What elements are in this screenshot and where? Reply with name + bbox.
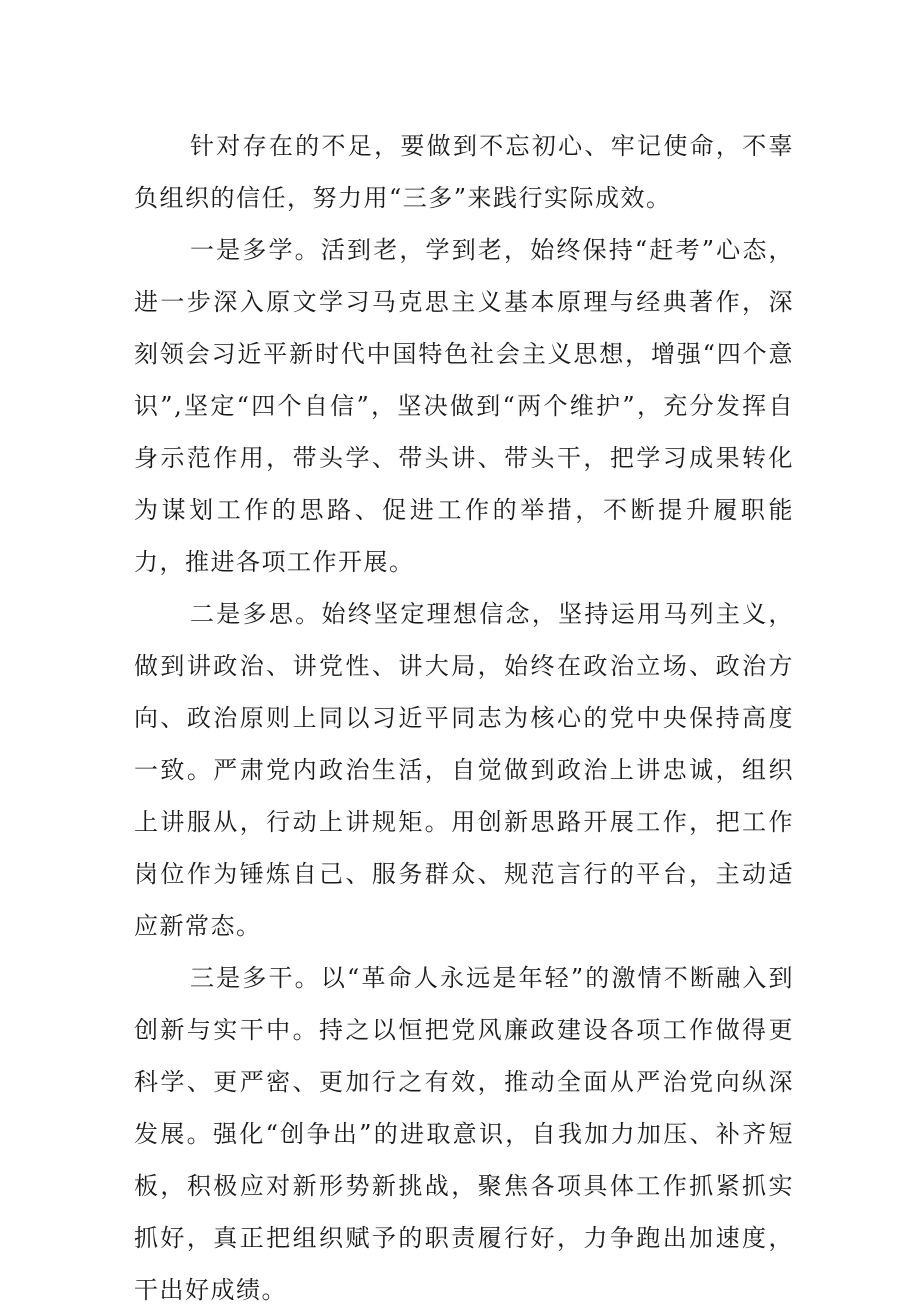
paragraph-work-more: 三是多干。以“革命人永远是年轻”的激情不断融入到创新与实干中。持之以恒把党风廉政建设各项工作做得更科学、更严密、更加行之有效，推动全面从严治党向纵深发展。强化“创争出”的进取意识，自我加力加压、补齐短板，积极应对新形势新挑战，聚焦各项具体工作抓紧抓实抓好，真正把组织赋予的职责履行好，力争跑出加速度，干出好成绩。	[134, 964, 794, 1304]
paragraph-think-more: 二是多思。始终坚定理想信念，坚持运用马列主义，做到讲政治、讲党性、讲大局，始终在政治立场、政治方向、政治原则上同以习近平同志为核心的党中央保持高度一致。严肃党内政治生活，自觉做到政治上讲忠诚，组织上讲服从，行动上讲规矩。用创新思路开展工作，把工作岗位作为锤炼自己、服务群众、规范言行的平台，主动适应新常态。	[134, 600, 794, 940]
paragraph-intro: 针对存在的不足，要做到不忘初心、牢记使命，不辜负组织的信任，努力用“三多”来践行实际成效。	[134, 132, 794, 212]
paragraph-study-more: 一是多学。活到老，学到老，始终保持“赶考”心态，进一步深入原文学习马克思主义基本原理与经典著作，深刻领会习近平新时代中国特色社会主义思想，增强“四个意识”,坚定“四个自信”，坚决做到“两个维护”，充分发挥自身示范作用，带头学、带头讲、带头干，把学习成果转化为谋划工作的思路、促进工作的举措，不断提升履职能力，推进各项工作开展。	[134, 236, 794, 576]
document-body	[134, 120, 794, 1316]
